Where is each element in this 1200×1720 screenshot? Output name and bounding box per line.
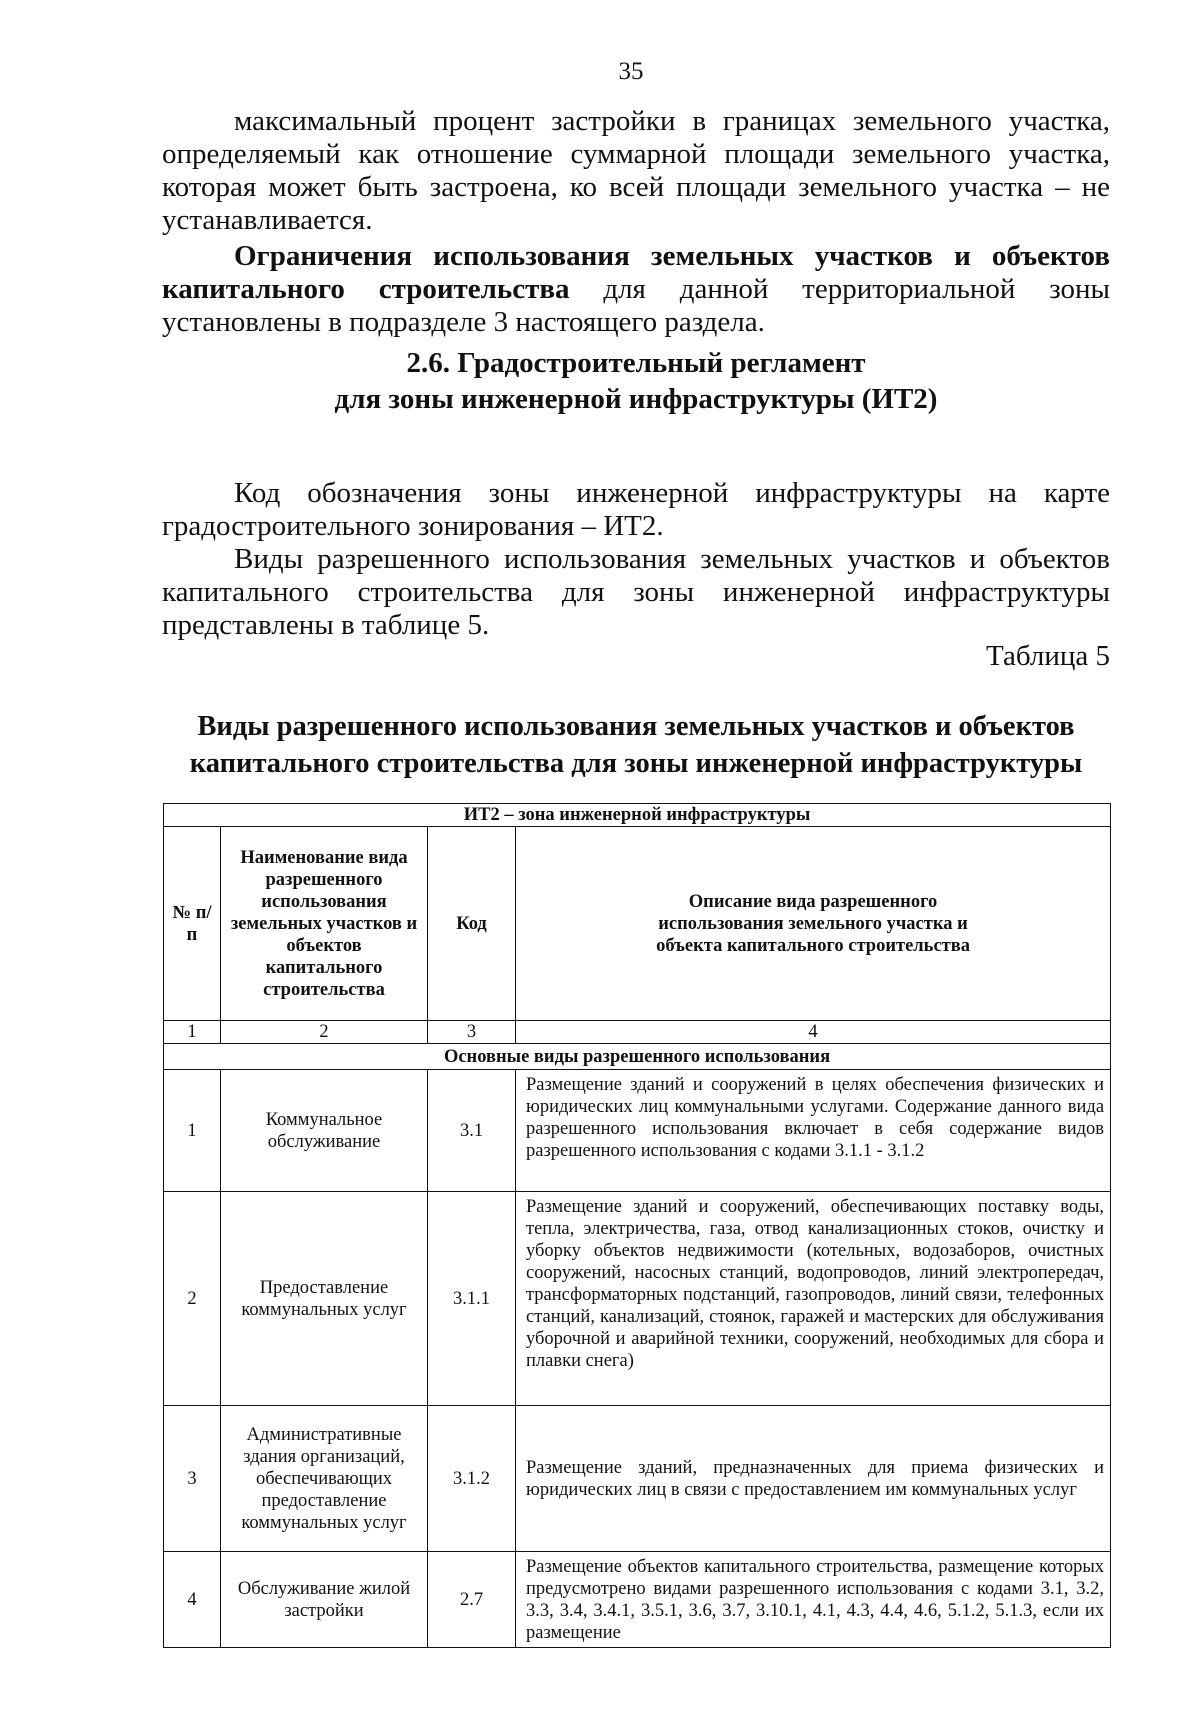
paragraph-permitted-uses: Виды разрешенного использования земельных участков и объектов капитального строительства для зоны инженерной инфраструктуры представлены в таблице 5. (162, 543, 1110, 641)
group-header: Основные виды разрешенного использования (164, 1044, 1111, 1070)
col-number-3: 3 (428, 1021, 516, 1044)
row-desc: Размещение зданий и сооружений, обеспечивающих поставку воды, тепла, электричества, газа, отвод канализационных стоков, очистку и уборку объектов недвижимости (котельных, водозаборов, очистных сооружений, насосных станций, водопроводов, линий электропередач, трансформаторных подстанций, газопроводов, линий связи, телефонных станций, канализаций, стоянок, гаражей и мастерских для обслуживания уборочной и аварийной техники, сооружений, необходимых для сбора и плавки снега) (516, 1192, 1111, 1406)
table-title-line1: Виды разрешенного использования земельных участков и объектов (197, 711, 1075, 742)
table-column-header-row (164, 827, 1111, 1021)
row-code: 2.7 (428, 1552, 516, 1648)
row-name: Предоставление коммунальных услуг (221, 1192, 428, 1406)
row-name: Административные здания организаций, обеспечивающих предоставление коммунальных услуг (221, 1406, 428, 1552)
section-heading-line1: 2.6. Градостроительный регламент (406, 347, 866, 379)
section-heading-line2: для зоны инженерной инфраструктуры (ИТ2) (334, 383, 938, 415)
row-num: 4 (164, 1552, 221, 1648)
table-column-number-row (164, 1021, 1111, 1044)
permitted-uses-table (163, 803, 1111, 1648)
row-name: Обслуживание жилой застройки (221, 1552, 428, 1648)
col-number-4: 4 (516, 1021, 1111, 1044)
table-title (150, 708, 1122, 782)
row-code: 3.1.1 (428, 1192, 516, 1406)
zone-header: ИТ2 – зона инженерной инфраструктуры (164, 804, 1111, 827)
row-code: 3.1.2 (428, 1406, 516, 1552)
row-num: 3 (164, 1406, 221, 1552)
col-header-desc: Описание вида разрешенного использования земельного участка и объекта капитального строительства (516, 827, 1111, 1021)
paragraph-building-percent: максимальный процент застройки в границах земельного участка, определяемый как отношение суммарной площади земельного участка, которая может быть застроена, ко всей площади земельного участка – не устанавливается. (162, 105, 1110, 236)
page-number: 35 (618, 58, 644, 85)
col-header-num: № п/п (164, 827, 221, 1021)
table-group-header-row (164, 1044, 1111, 1070)
table-title-line2: капитального строительства для зоны инженерной инфраструктуры (189, 748, 1083, 779)
table-caption: Таблица 5 (985, 640, 1110, 672)
row-desc: Размещение зданий, предназначенных для приема физических и юридических лиц в связи с предоставлением им коммунальных услуг (516, 1406, 1111, 1552)
row-num: 1 (164, 1070, 221, 1192)
table-row (164, 1070, 1111, 1192)
table-zone-header-row (164, 804, 1111, 827)
col-header-code: Код (428, 827, 516, 1021)
col-number-2: 2 (221, 1021, 428, 1044)
paragraph-zone-code: Код обозначения зоны инженерной инфраструктуры на карте градостроительного зонирования – ИТ2. (162, 477, 1110, 542)
row-desc: Размещение объектов капитального строительства, размещение которых предусмотрено видами разрешенного использования с кодами 3.1, 3.2, 3.3, 3.4, 3.4.1, 3.5.1, 3.6, 3.7, 3.10.1, 4.1, 4.3, 4.4, 4.6, 5.1.2, 5.1.3, если их размещение (516, 1552, 1111, 1648)
table-row (164, 1406, 1111, 1552)
table-row (164, 1552, 1111, 1648)
col-header-name: Наименование вида разрешенного использования земельных участков и объектов капитального строительства (221, 827, 428, 1021)
row-code: 3.1 (428, 1070, 516, 1192)
paragraph-restrictions (162, 240, 1110, 339)
restrictions-rest-text: для данной территориальной зоны установлены в подразделе 3 настоящего раздела. (162, 273, 1110, 338)
restrictions-bold-text: Ограничения использования земельных участков и объектов капитального строительства (162, 240, 1110, 305)
row-desc: Размещение зданий и сооружений в целях обеспечения физических и юридических лиц коммунальными услугами. Содержание данного вида разрешенного использования включает в себя содержание видов разрешенного использования с кодами 3.1.1 - 3.1.2 (516, 1070, 1111, 1192)
table-row (164, 1192, 1111, 1406)
row-name: Коммунальное обслуживание (221, 1070, 428, 1192)
col-number-1: 1 (164, 1021, 221, 1044)
row-num: 2 (164, 1192, 221, 1406)
section-heading (162, 345, 1110, 417)
